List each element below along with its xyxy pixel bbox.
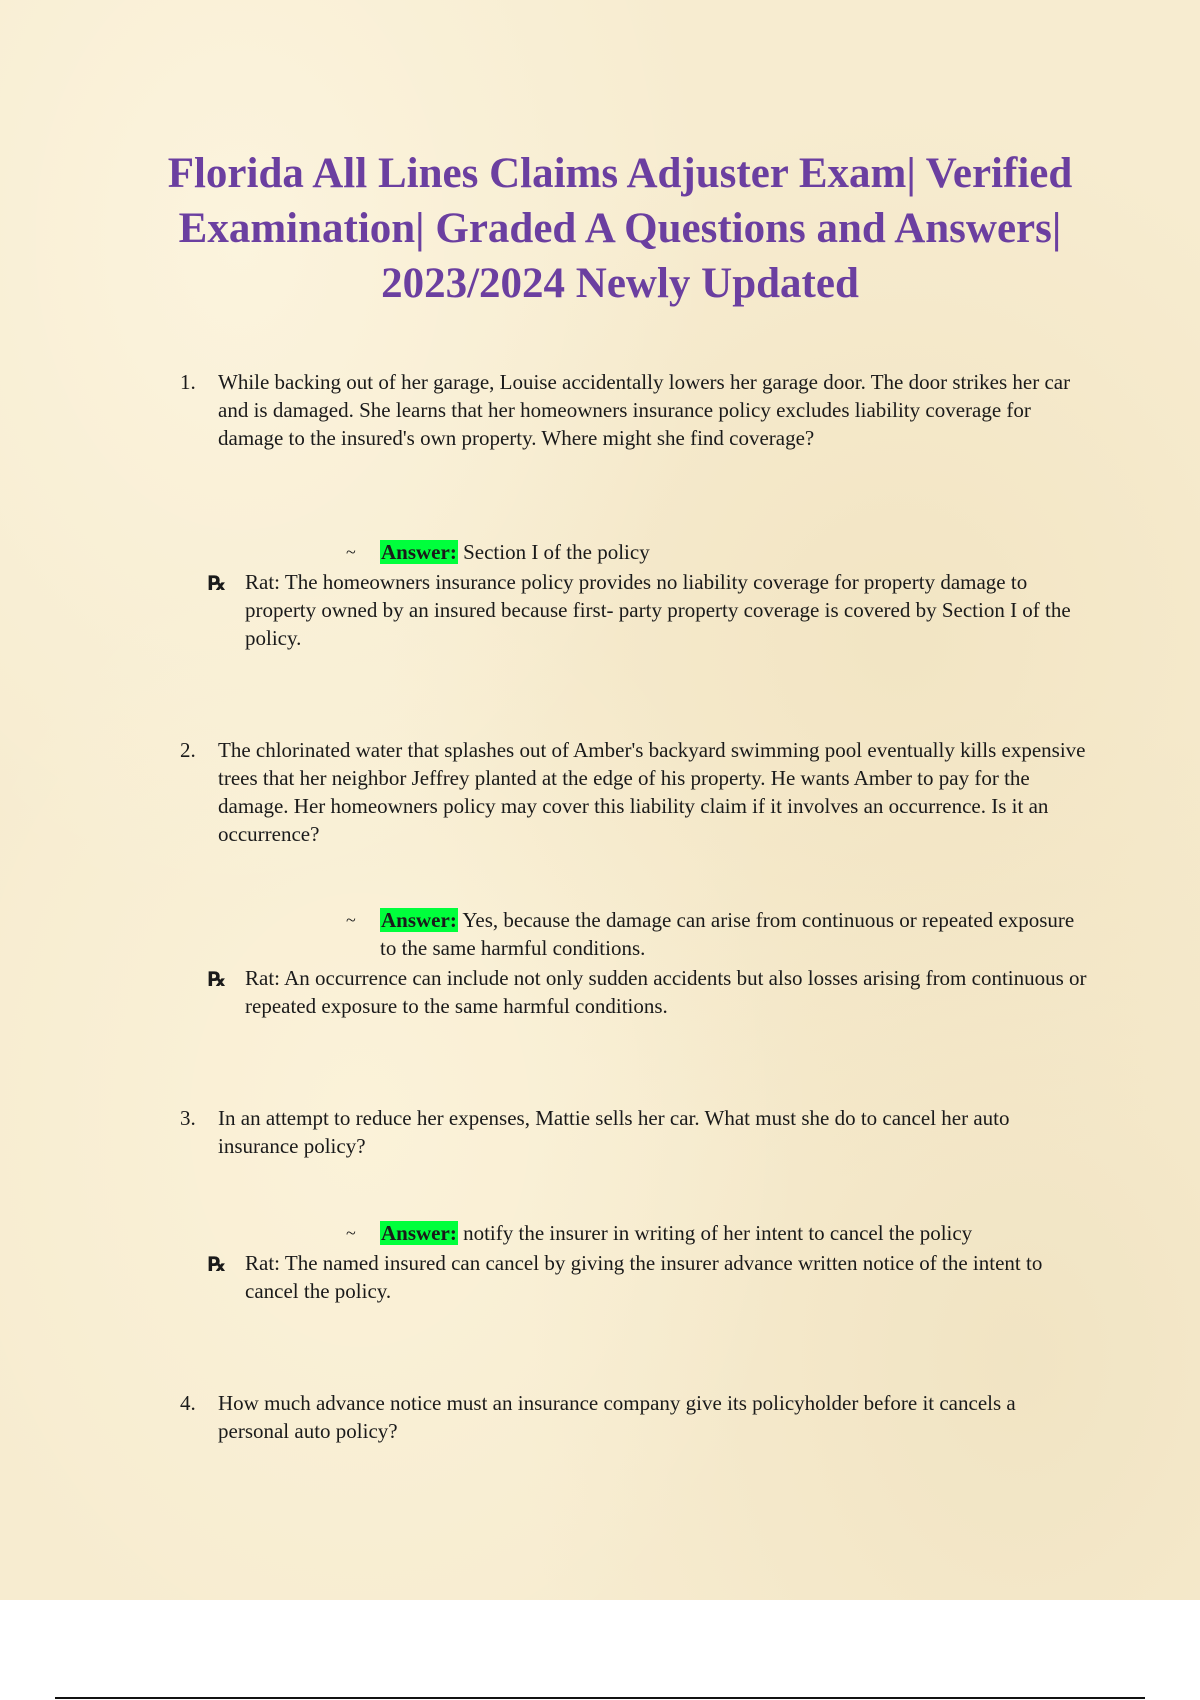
answer-text: notify the insurer in writing of her intent to cancel the policy xyxy=(463,1221,973,1245)
rationale-3 xyxy=(208,1249,1090,1305)
answer-label: Answer: xyxy=(381,1221,457,1245)
tilde-icon: ~ xyxy=(346,542,356,562)
footer-divider xyxy=(55,1697,1145,1699)
document-title: Florida All Lines Claims Adjuster Exam| Verified Examination| Graded A Questions and Answers| 2023/2024 Newly Updated xyxy=(167,150,1073,307)
tilde-icon: ~ xyxy=(346,1223,356,1243)
answer-text: Section I of the policy xyxy=(463,540,650,564)
rationale-text: Rat: An occurrence can include not only sudden accidents but also losses arising from continuous or repeated exposure to the same harmful conditions. xyxy=(245,966,1087,1018)
answer-2 xyxy=(346,906,1090,962)
answer-label: Answer: xyxy=(381,540,457,564)
answer-label: Answer: xyxy=(381,908,457,932)
answer-1 xyxy=(346,538,1090,566)
rationale-2 xyxy=(208,964,1090,1020)
question-number: 2. xyxy=(180,738,196,762)
rationale-text: Rat: The homeowners insurance policy provides no liability coverage for property damage to property owned by an insured because first- party property coverage is covered by Section I of the policy. xyxy=(245,570,1071,650)
answer-3 xyxy=(346,1219,1090,1247)
rx-icon: ℞ xyxy=(208,1252,226,1276)
rx-icon: ℞ xyxy=(208,967,226,991)
question-number: 4. xyxy=(180,1391,196,1415)
question-text: How much advance notice must an insurance company give its policyholder before it cancels a personal auto policy? xyxy=(218,1391,1016,1443)
question-number: 1. xyxy=(180,370,196,394)
rationale-text: Rat: The named insured can cancel by giving the insurer advance written notice of the intent to cancel the policy. xyxy=(245,1251,1043,1303)
rationale-1 xyxy=(208,568,1090,652)
question-text: While backing out of her garage, Louise accidentally lowers her garage door. The door strikes her car and is damaged. She learns that her homeowners insurance policy excludes liability coverage for damage to the insured's own property. Where might she find coverage? xyxy=(218,370,1071,450)
tilde-icon: ~ xyxy=(346,910,356,930)
question-text: In an attempt to reduce her expenses, Mattie sells her car. What must she do to cancel her auto insurance policy? xyxy=(218,1106,1010,1158)
answer-text: Yes, because the damage can arise from continuous or repeated exposure to the same harmful conditions. xyxy=(380,908,1075,960)
question-text: The chlorinated water that splashes out of Amber's backyard swimming pool eventually kills expensive trees that her neighbor Jeffrey planted at the edge of his property. He wants Amber to pay for the damage. Her homeowners policy may cover this liability claim if it involves an occurrence. Is it an occurrence? xyxy=(218,738,1086,846)
question-number: 3. xyxy=(180,1106,196,1130)
rx-icon: ℞ xyxy=(208,571,226,595)
